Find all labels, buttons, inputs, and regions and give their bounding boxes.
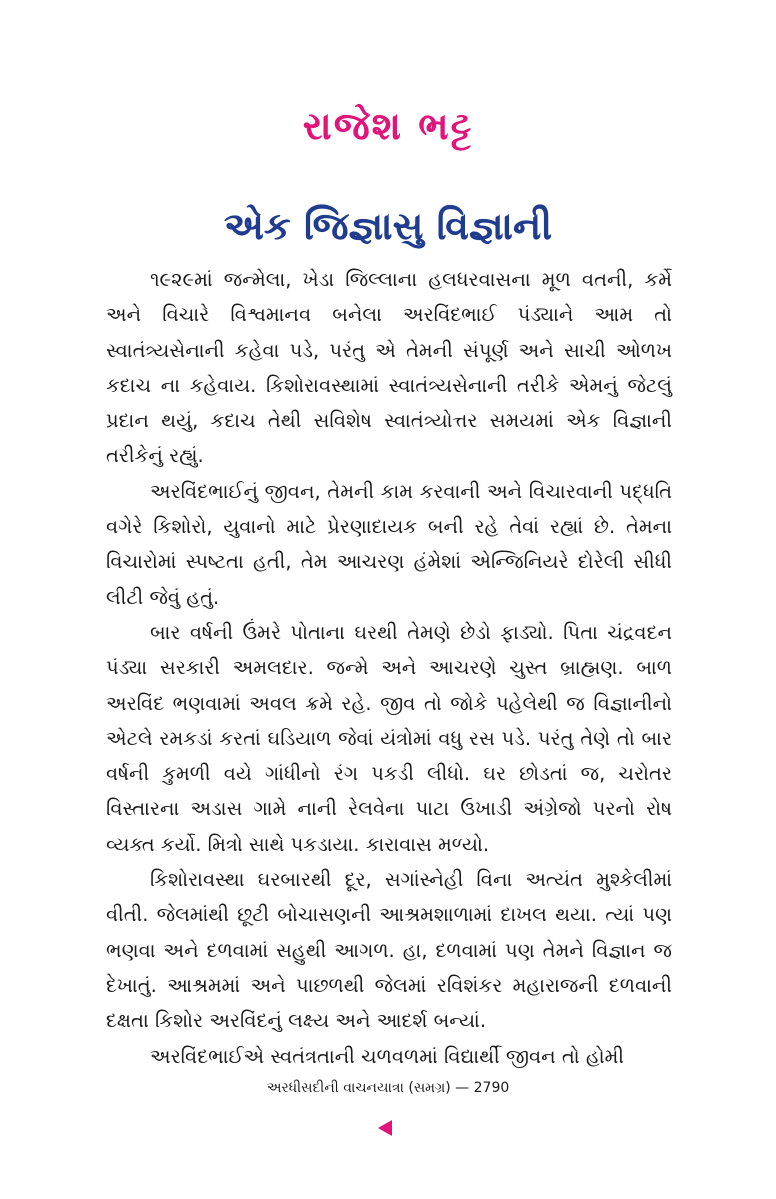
- author-name: રાજેશ ભટ્ટ: [302, 104, 474, 148]
- chapter-title: એક જિજ્ઞાસુ વિજ્ઞાની: [223, 204, 553, 248]
- paragraph: ૧૯૨૯માં જન્મેલા, ખેડા જિલ્લાના હલધરવાસના મૂળ વતની, કર્મે અને વિચારે વિશ્વમાનવ બનેલા અરવિંદભાઈ પંડ્યાને આમ તો સ્વાતંત્ર્યસેનાની કહેવા પડે, પરંતુ એ તેમની સંપૂર્ણ અને સાચી ઓળખ કદાચ ના કહેવાય. કિશોરાવસ્થામાં સ્વાતંત્ર્યસેનાની તરીકે એમનું જેટલું પ્રદાન થયું, કદાચ તેથી સવિશેષ સ્વાતંત્ર્યોત્તર સમયમાં એક વિજ્ઞાની તરીકેનું રહ્યું.: [106, 268, 672, 468]
- paragraph: બાર વર્ષની ઉંમરે પોતાના ઘરથી તેમણે છેડો ફાડ્યો. પિતા ચંદ્રવદન પંડ્યા સરકારી અમલદાર. જન્મે અને આચરણે ચુસ્ત બ્રાહ્મણ. બાળ અરવિંદ ભણવામાં અવલ ક્રમે રહે. જીવ તો જોકે પહેલેથી જ વિજ્ઞાનીનો એટલે રમકડાં કરતાં ઘડિયાળ જેવાં યંત્રોમાં વધુ રસ પડે. પરંતુ તેણે તો બાર વર્ષની કુમળી વયે ગાંધીનો રંગ પકડી લીધો. ઘર છોડતાં જ, ચરોતર વિસ્તારના અડાસ ગામે નાની રેલવેના પાટા ઉખાડી અંગ્રેજો પરનો રોષ વ્યક્ત કર્યો. મિત્રો સાથે પકડાયા. કારાવાસ મળ્યો.: [106, 620, 672, 856]
- paragraph: અરવિંદભાઈનું જીવન, તેમની કામ કરવાની અને વિચારવાની પદ્ધતિ વગેરે કિશોરો, યુવાનો માટે પ્રેરણાદાયક બની રહે તેવાં રહ્યાં છે. તેમના વિચારોમાં સ્પષ્ટતા હતી, તેમ આચરણ હંમેશાં એન્જિનિયરે દોરેલી સીધી લીટી જેવું હતું.: [106, 479, 672, 609]
- paragraph: અરવિંદભાઈએ સ્વતંત્રતાની ચળવળમાં વિદ્યાર્થી જીવન તો હોમી: [150, 1044, 624, 1068]
- page-footer: અરધીસદીની વાચનયાત્રા (સમગ્ર) — 2790: [266, 1080, 510, 1096]
- previous-page-icon[interactable]: [378, 1120, 392, 1136]
- paragraph: કિશોરાવસ્થા ઘરબારથી દૂર, સગાંસ્નેહી વિના અત્યંત મુશ્કેલીમાં વીતી. જેલમાંથી છૂટી બોચાસણની આશ્રમશાળામાં દાખલ થયા. ત્યાં પણ ભણવા અને દળવામાં સહુથી આગળ. હા, દળવામાં પણ તેમને વિજ્ઞાન જ દેખાતું. આશ્રમમાં અને પાછળથી જેલમાં રવિશંકર મહારાજની દળવાની દક્ષતા કિશોર અરવિંદનું લક્ષ્ય અને આદર્શ બન્યાં.: [106, 868, 672, 1033]
- article-body: [106, 262, 672, 1074]
